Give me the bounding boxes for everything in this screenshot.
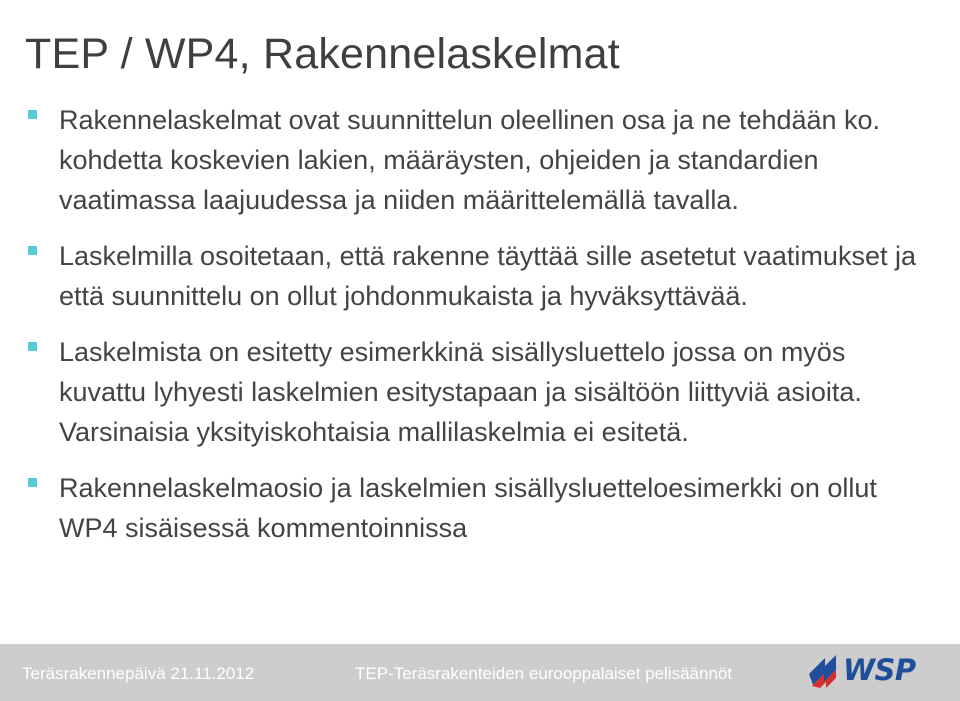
wsp-logo-mark-icon <box>806 654 842 690</box>
square-bullet-icon <box>28 110 37 119</box>
slide-title: TEP / WP4, Rakennelaskelmat <box>25 30 620 78</box>
bullet-text: Rakennelaskelmaosio ja laskelmien sisällysluetteloesimerkki on ollut WP4 sisäisessä kommentoinnissa <box>59 473 877 543</box>
wsp-logo-text: WSP <box>843 653 916 687</box>
bullet-item <box>28 332 928 452</box>
footer-project-name: TEP-Teräsrakenteiden eurooppalaiset pelisäännöt <box>355 664 733 683</box>
bullet-item <box>28 236 928 316</box>
bullet-text: Rakennelaskelmat ovat suunnittelun oleellinen osa ja ne tehdään ko. kohdetta koskevien lakien, määräysten, ohjeiden ja standardien vaatimassa laajuudessa ja niiden määrittelemällä tavalla. <box>59 105 881 215</box>
bullet-list <box>28 100 928 564</box>
bullet-text: Laskelmista on esitetty esimerkkinä sisällysluettelo jossa on myös kuvattu lyhyesti laskelmien esitystapaan ja sisältöön liittyviä asioita. Varsinaisia yksityiskohtaisia mallilaskelmia ei esitetä. <box>59 337 862 447</box>
square-bullet-icon <box>28 342 37 351</box>
bullet-text: Laskelmilla osoitetaan, että rakenne täyttää sille asetetut vaatimukset ja että suunnittelu on ollut johdonmukaista ja hyväksyttävää. <box>59 241 916 311</box>
bullet-item <box>28 100 928 220</box>
square-bullet-icon <box>28 478 37 487</box>
footer-bar <box>0 644 960 701</box>
bullet-item <box>28 468 928 548</box>
square-bullet-icon <box>28 246 37 255</box>
wsp-logo <box>806 650 916 694</box>
footer-event-date: Teräsrakennepäivä 21.11.2012 <box>22 664 255 683</box>
